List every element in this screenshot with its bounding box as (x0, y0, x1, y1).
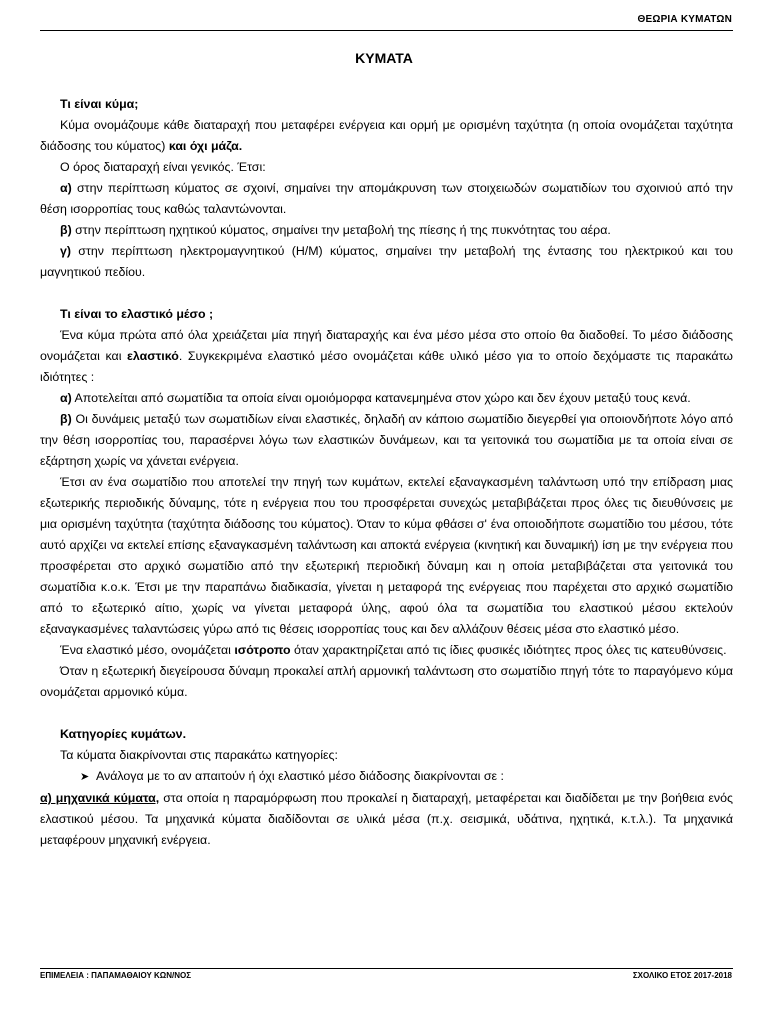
page-title: ΚΥΜΑΤΑ (355, 50, 413, 66)
list-text: Οι δυνάμεις μεταξύ των σωματιδίων είναι ελαστικές, δηλαδή αν κάποιο σωματίδιο διεγερθεί για οποιονδήποτε λόγο από την θέση ισορροπίας του, παρασέρνει λόγω των ελαστικών δυνάμεων, και τα γειτονικά του σωματίδια με τα οποία είναι σε εξάρτηση χωρίς να χάνεται ενέργεια. (40, 412, 733, 468)
list-item (40, 409, 733, 472)
running-header: ΘΕΩΡΙΑ ΚΥΜΑΤΩΝ (637, 14, 732, 25)
list-text: στην περίπτωση κύματος σε σχοινί, σημαίνει την απομάκρυνση των στοιχειωδών σωματιδίων του σχοινιού από την θέση ισορροπίας τους καθώς ταλαντώνονται. (40, 181, 733, 216)
list-item (40, 388, 733, 409)
paragraph: Όταν η εξωτερική διεγείρουσα δύναμη προκαλεί απλή αρμονική ταλάντωση στο σωματίδιο πηγή τότε το παραγόμενο κύμα ονομάζεται αρμονικό κύμα. (40, 664, 733, 699)
bold-text: ισότροπο (234, 643, 291, 657)
list-item (40, 220, 733, 241)
footer-school-year: ΣΧΟΛΙΚΟ ΕΤΟΣ 2017-2018 (632, 971, 732, 980)
paragraph-text: Ένα κύμα πρώτα από όλα χρειάζεται μία πηγή διαταραχής και ένα μέσο μέσα στο οποίο θα διαδοθεί. Το μέσο διάδοσης ονομάζεται και (40, 328, 733, 363)
arrow-bullet-icon: ➤ (80, 771, 90, 783)
document-body (40, 94, 733, 851)
bullet-text: Ανάλογα με το αν απαιτούν ή όχι ελαστικό μέσο διάδοσης διακρίνονται σε : (96, 769, 504, 783)
list-item (40, 178, 733, 220)
paragraph-text: . Συγκεκριμένα ελαστικό μέσο ονομάζεται κάθε υλικό μέσο για το οποίο δεχόμαστε τις παρακάτω ιδιότητες : (40, 349, 733, 384)
paragraph-text: όταν χαρακτηρίζεται από τις ίδιες φυσικές ιδιότητες προς όλες τις κατευθύνσεις. (290, 643, 727, 657)
list-item (40, 241, 733, 283)
paragraph: Τα κύματα διακρίνονται στις παρακάτω κατηγορίες: (60, 748, 338, 762)
list-label: γ) (60, 244, 72, 258)
paragraph-text: Κύμα ονομάζουμε κάθε διαταραχή που μεταφέρει ενέργεια και ορμή με ορισμένη ταχύτητα (η οποία ονομάζεται ταχύτητα διάδοσης του κύματος) (40, 118, 733, 153)
list-label: α) (60, 181, 72, 195)
header-rule (40, 30, 733, 31)
list-text: στην περίπτωση ηχητικού κύματος, σημαίνει την μεταβολή της πίεσης ή της πυκνότητας του αέρα. (71, 223, 611, 237)
bold-text: ελαστικό (127, 349, 179, 363)
list-text: Αποτελείται από σωματίδια τα οποία είναι ομοιόμορφα κατανεμημένα στον χώρο και δεν έχουν μεταξύ τους κενά. (71, 391, 691, 405)
paragraph-text: Ένα ελαστικό μέσο, ονομάζεται (60, 643, 235, 657)
paragraph: Ο όρος διαταραχή είναι γενικός. Έτσι: (60, 160, 266, 174)
paragraph (40, 640, 733, 661)
list-text: στην περίπτωση ηλεκτρομαγνητικού (Η/Μ) κύματος, σημαίνει την μεταβολή της έντασης του ηλεκτρικού και του μαγνητικού πεδίου. (40, 244, 733, 279)
paragraph-text: στα οποία η παραμόρφωση που προκαλεί η διαταραχή, μεταφέρεται και διαδίδεται με την βοήθεια ενός ελαστικού μέσου. Τα μηχανικά κύματα διαδίδονται σε υλικά μέσα (π.χ. σεισμικά, υδάτινα, ηχητικά, κ.τ.λ.). Τα μηχανικά μεταφέρουν μηχανική ενέργεια. (40, 791, 733, 847)
list-label: α) (60, 391, 72, 405)
footer-rule (40, 968, 733, 969)
paragraph (40, 325, 733, 388)
paragraph (40, 115, 733, 157)
underlined-term: α) μηχανικά κύματα, (40, 791, 160, 805)
list-label: β) (60, 223, 72, 237)
bold-text: και όχι μάζα. (165, 139, 243, 153)
bullet-item (40, 766, 733, 788)
section-heading-elastic-medium: Τι είναι το ελαστικό μέσο ; (60, 307, 214, 321)
list-label: β) (60, 412, 72, 426)
spacer (40, 283, 733, 304)
spacer (40, 703, 733, 724)
paragraph (40, 788, 733, 851)
footer-editor: ΕΠΙΜΕΛΕΙΑ : ΠΑΠΑΜΑΘΑΙΟΥ ΚΩΝ/ΝΟΣ (40, 971, 192, 980)
paragraph: Έτσι αν ένα σωματίδιο που αποτελεί την πηγή των κυμάτων, εκτελεί εξαναγκασμένη ταλάντωση υπό την επίδραση μιας εξωτερικής περιοδικής δύναμης, τότε η ενέργεια που του προσφέρεται συνεχώς μεταβιβάζεται προς όλες τις διευθύνσεις με μια ορισμένη ταχύτητα (ταχύτητα διάδοσης του κύματος). Όταν το κύμα φθάσει σ' ένα οποιοδήποτε σωματίδιο του μέσου, τότε αυτό αρχίζει να εκτελεί επίσης εξαναγκασμένη ταλάντωση και αποκτά ενέργεια (κινητική και δυναμική) ίση με την ενέργεια που προσφέρεται στο αρχικό σωματίδιο από την εξωτερική περιοδική δύναμη και η οποία μεταβιβάζεται στα γειτονικά του σωματίδια κ.ο.κ. Έτσι με την παραπάνω διαδικασία, γίνεται η μεταφορά της ενέργειας που παρέχεται στο αρχικό σωματίδιο από το εξωτερικό αίτιο, χωρίς να γίνεται μεταφορά ύλης, αφού όλα τα σωματίδια του ελαστικού μέσου εκτελούν εξαναγκασμένες ταλαντώσεις γύρω από τις θέσεις ισορροπίας τους και δεν αλλάζουν θέσεις μέσα στο ελαστικό μέσο. (40, 475, 733, 636)
section-heading-what-is-wave: Τι είναι κύμα; (60, 97, 139, 111)
section-heading-wave-categories: Κατηγορίες κυμάτων. (60, 727, 187, 741)
